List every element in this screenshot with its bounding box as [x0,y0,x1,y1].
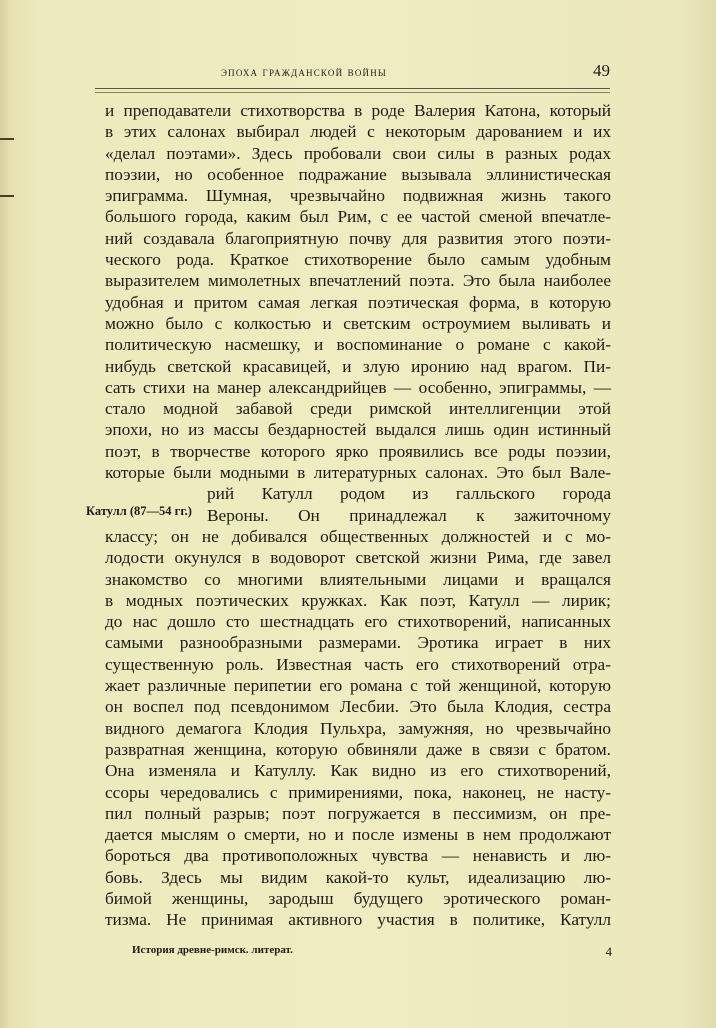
text-line: политическую насмешку, и воспоминание о романе с какой- [105,335,611,355]
page-edge-mark [0,195,14,197]
text-line: удобная и притом самая легкая поэтическая форма, в которую [105,292,611,312]
paragraph-bottom [105,526,611,931]
text-line: ний создавала благоприятную почву для развития этого поэти- [105,228,611,248]
footer-book-title: История древне-римск. литерат. [132,944,293,956]
text-line: видного демагога Клодия Пульхра, замужняя, но чрезвычайно [105,718,611,738]
text-line: стало модной забавой среди римской интеллигенции этой [105,399,611,419]
text-line: большого города, каким был Рим, с ее частой сменой впечатле- [105,207,611,227]
text-line: бовь. Здесь мы видим какой-то культ, идеализацию лю- [105,867,611,887]
text-line: ссоры чередовались с примирениями, пока, наконец, не насту- [105,782,611,802]
text-line: существенную роль. Известная часть его стихотворений отра- [105,654,611,674]
text-line: самыми разнообразными размерами. Эротика играет в них [105,633,611,653]
text-line: эпиграмма. Шумная, чрезвычайно подвижная жизнь такого [105,186,611,206]
margin-note: Катулл (87—54 гг.) [86,504,192,518]
text-line: Она изменяла и Катуллу. Как видно из его стихотворений, [105,761,611,781]
text-line: сать стихи на манер александрийцев — особенно, эпиграммы, — [105,377,611,397]
text-line: которые были модными в литературных салонах. Это был Вале- [105,463,611,483]
text-line: до нас дошло сто шестнадцать его стихотворений, написанных [105,612,611,632]
indented-lines [207,483,611,526]
text-line: бороться два противоположных чувства — ненависть и лю- [105,846,611,866]
header-rule [95,88,610,93]
text-line: ческого рода. Краткое стихотворение было самым удобным [105,250,611,270]
text-line: можно было с колкостью и светским остроумием выливать и [105,313,611,333]
text-line: эпохи, но из массы бездарностей выдался лишь один истинный [105,420,611,440]
text-line: знакомство со многими влиятельными лицами и вращался [105,569,611,589]
text-line: нибудь светской красавицей, и злую иронию над врагом. Пи- [105,356,611,376]
text-line: выразителем мимолетных впечатлений поэта. Это была наиболее [105,271,611,291]
signature-mark: 4 [605,944,612,959]
text-line: развратная женщина, которую обвиняли даже в связи с братом. [105,739,611,759]
text-line: «делал поэтами». Здесь пробовали свои силы в разных родах [105,143,611,163]
text-line: поэт, в творчестве которого ярко проявились все роды поэзии, [105,441,611,461]
paragraph-top [105,100,611,483]
text-line: он воспел под псевдонимом Лесбии. Это была Клодия, сестра [105,697,611,717]
text-line: в модных поэтических кружках. Как поэт, Катулл — лирик; [105,590,611,610]
text-line: бимой женщины, зародыш будущего эротического роман- [105,888,611,908]
text-line: рий Катулл родом из галльского города [207,484,611,504]
text-line: в этих салонах выбирал людей с некоторым дарованием и их [105,122,611,142]
page-header [95,55,610,91]
page-footer [132,944,612,964]
page-number: 49 [593,61,610,80]
text-line: классу; он не добивался общественных должностей и с мо- [105,526,611,546]
text-line: пил полный разрыв; поэт погружается в пессимизм, он пре- [105,803,611,823]
text-line: лодости окунулся в водоворот светской жизни Рима, где завел [105,548,611,568]
text-line: поэзии, но особенное подражание вызывала эллинистическая [105,164,611,184]
text-line: дается мыслям о смерти, но и после измены в нем продолжают [105,825,611,845]
text-line: и преподаватели стихотворства в роде Валерия Катона, который [105,101,611,120]
page-edge-mark [0,138,14,140]
text-line: Вероны. Он принадлежал к зажиточному [207,505,611,525]
text-line: тизма. Не принимая активного участия в политике, Катулл [105,910,611,930]
running-title: эпоха гражданской войны [221,65,387,79]
text-line: жает различные перипетии его романа с той женщиной, которую [105,676,611,696]
